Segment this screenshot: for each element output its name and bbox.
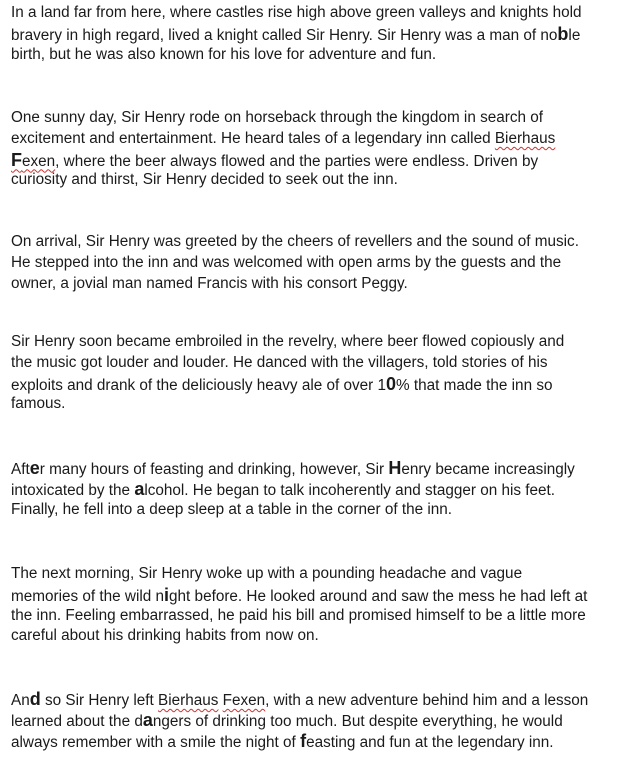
paragraph-1: [11, 3, 633, 65]
emphasized-letter: a: [134, 478, 145, 499]
emphasized-letter: i: [164, 584, 170, 605]
text-line: owner, a jovial man named Francis with his consort Peggy.: [11, 274, 408, 292]
text-line: bravery in high regard, lived a knight called Sir Henry. Sir Henry was a man of noble: [11, 23, 581, 44]
text-line: The next morning, Sir Henry woke up with a pounding headache and vague: [11, 565, 523, 582]
text-line: intoxicated by the alcohol. He began to talk incoherently and stagger on his feet.: [11, 478, 556, 499]
emphasized-letter: d: [29, 689, 41, 709]
text-line: On arrival, Sir Henry was greeted by the cheers of revellers and the sound of music.: [11, 233, 579, 250]
text-line: excitement and entertainment. He heard tales of a legendary inn called Bierhaus: [11, 129, 556, 147]
text-line: In a land far from here, where castles rise high above green valleys and knights hold: [11, 4, 582, 21]
text-line: memories of the wild night before. He looked around and saw the mess he had left at: [11, 584, 588, 605]
spellcheck-flagged-word: Bierhaus: [158, 692, 219, 709]
text-line: birth, but he was also known for his love for adventure and fun.: [11, 45, 437, 63]
emphasized-letter: e: [29, 458, 40, 478]
emphasized-letter: H: [388, 458, 402, 478]
text-line: curiosity and thirst, Sir Henry decided to seek out the inn.: [11, 171, 398, 189]
text-line: exploits and drank of the deliciously heavy ale of over 10% that made the inn so: [11, 373, 553, 394]
text-line: always remember with a smile the night of feasting and fun at the legendary inn.: [11, 730, 554, 751]
paragraph-7: [11, 689, 633, 751]
text-line: famous.: [11, 395, 66, 413]
paragraph-2: [11, 108, 633, 191]
spellcheck-flagged-word: Fexen: [11, 149, 56, 170]
paragraph-4: [11, 332, 633, 415]
text-line: Finally, he fell into a deep sleep at a table in the corner of the inn.: [11, 500, 453, 518]
emphasized-letter: b: [557, 23, 569, 44]
spellcheck-flagged-word: Bierhaus: [494, 129, 556, 147]
emphasized-letter: a: [142, 709, 153, 730]
text-line: careful about his drinking habits from now on.: [11, 627, 319, 645]
spellcheck-flagged-word: Fexen: [222, 692, 266, 709]
text-line: the music got louder and louder. He danced with the villagers, told stories of his: [11, 353, 548, 371]
emphasized-letter: F: [11, 149, 22, 170]
text-line: One sunny day, Sir Henry rode on horseback through the kingdom in search of: [11, 109, 544, 126]
paragraph-5: [11, 458, 633, 520]
emphasized-letter: 0: [386, 373, 397, 394]
text-line: Fexen, where the beer always flowed and the parties were endless. Driven by: [11, 149, 539, 170]
paragraph-3: [11, 232, 633, 294]
emphasized-letter: f: [300, 730, 307, 751]
paragraph-6: [11, 564, 633, 647]
text-line: And so Sir Henry left Bierhaus Fexen, with a new adventure behind him and a lesson: [11, 689, 589, 709]
text-line: After many hours of feasting and drinking, however, Sir Henry became increasingly: [11, 458, 575, 478]
text-line: the inn. Feeling embarrassed, he paid his bill and promised himself to be a little more: [11, 606, 586, 624]
text-line: He stepped into the inn and was welcomed with open arms by the guests and the: [11, 253, 562, 271]
text-line: learned about the dangers of drinking too much. But despite everything, he would: [11, 709, 563, 730]
text-line: Sir Henry soon became embroiled in the revelry, where beer flowed copiously and: [11, 333, 565, 350]
